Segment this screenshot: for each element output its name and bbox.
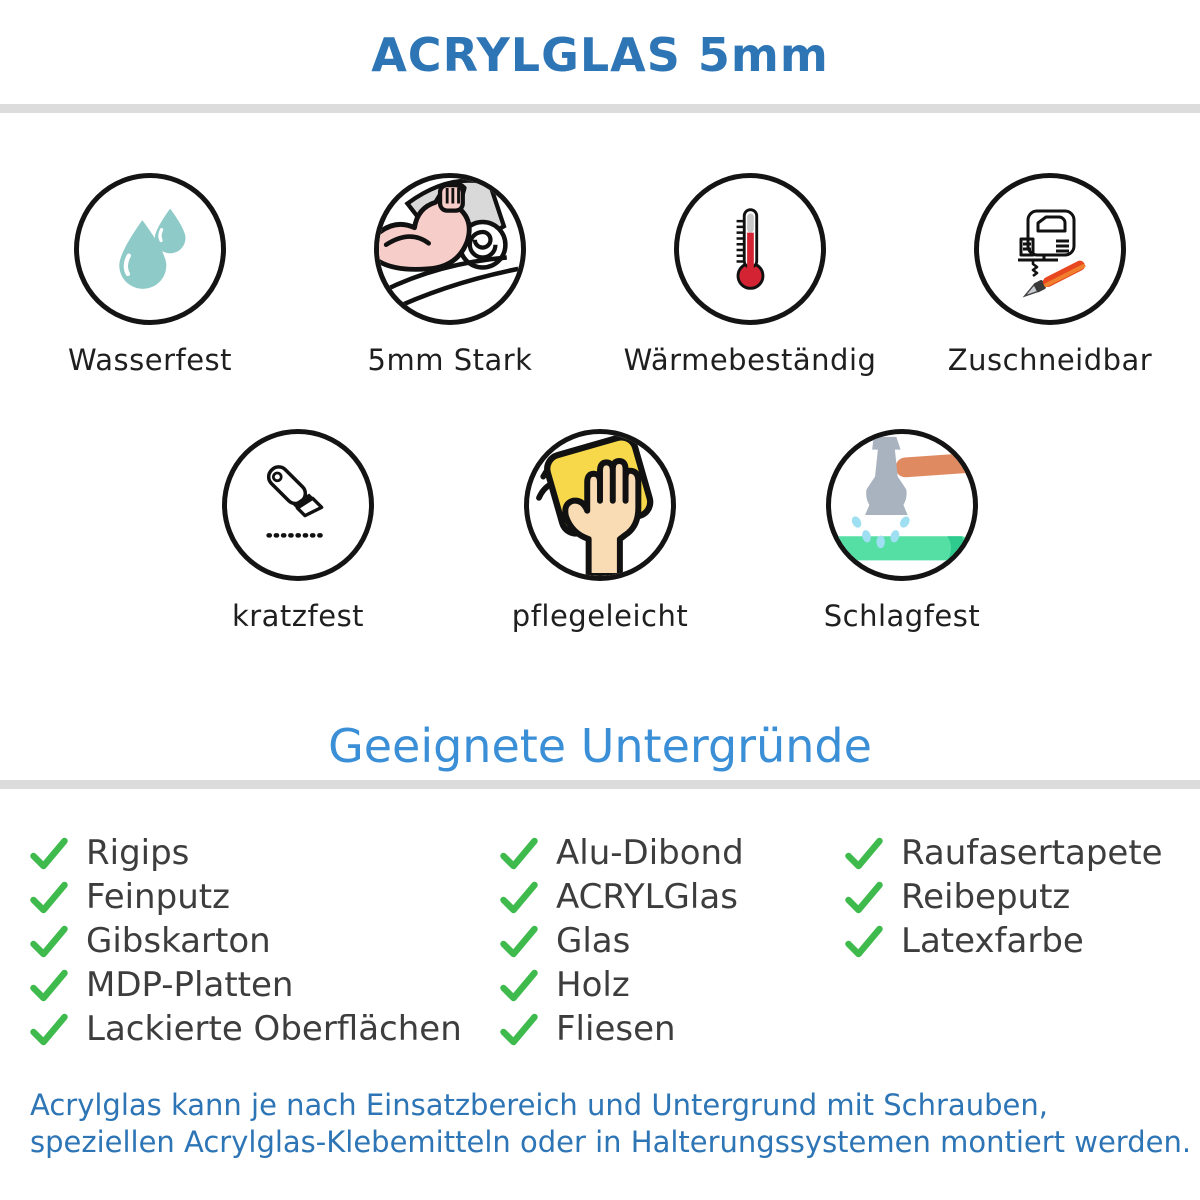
surface-item: Latexfarbe: [845, 919, 1200, 963]
surface-item: ACRYLGlas: [500, 875, 845, 919]
feature-schlagfest: [751, 429, 1053, 633]
surface-item: Gibskarton: [30, 919, 500, 963]
surfaces-column-1: [30, 831, 500, 1051]
surface-item: Rigips: [30, 831, 500, 875]
page-title: ACRYLGLAS 5mm: [371, 28, 829, 82]
surface-item: Feinputz: [30, 875, 500, 919]
cleaning-hand-icon: [524, 429, 676, 581]
surface-item: Raufasertapete: [845, 831, 1200, 875]
checkmark-icon: [845, 923, 884, 959]
surface-item: Reibeputz: [845, 875, 1200, 919]
checkmark-icon: [500, 923, 539, 959]
checkmark-icon: [500, 835, 539, 871]
feature-label: Wasserfest: [67, 343, 233, 377]
feature-5mm-stark: [300, 173, 600, 377]
feature-kratzfest: [147, 429, 449, 633]
checkmark-icon: [30, 879, 69, 915]
checkmark-icon: [30, 835, 69, 871]
mounting-note: [30, 1087, 1200, 1161]
thermometer-icon: [674, 173, 826, 325]
checkmark-icon: [30, 967, 69, 1003]
surface-item: Glas: [500, 919, 845, 963]
muscle-arm-icon: [374, 173, 526, 325]
checkmark-icon: [500, 967, 539, 1003]
feature-row-2: [0, 429, 1200, 633]
surfaces-heading: Geeignete Untergründe: [328, 719, 872, 773]
surfaces-column-2: [500, 831, 845, 1051]
feature-label: kratzfest: [231, 599, 365, 633]
checkmark-icon: [30, 1011, 69, 1047]
jigsaw-knife-icon: [974, 173, 1126, 325]
checkmark-icon: [845, 835, 884, 871]
divider-top: [0, 104, 1200, 113]
feature-row-1: [0, 173, 1200, 377]
surface-item: Alu-Dibond: [500, 831, 845, 875]
feature-zuschneidbar: [900, 173, 1200, 377]
surfaces-list: [0, 831, 1200, 1051]
feature-label: Zuschneidbar: [947, 343, 1153, 377]
checkmark-icon: [500, 879, 539, 915]
feature-label: pflegeleicht: [511, 599, 689, 633]
mounting-note-line-1: Acrylglas kann je nach Einsatzbereich und Untergrund mit Schrauben,: [30, 1088, 1048, 1122]
surface-item: Lackierte Oberflächen: [30, 1007, 500, 1051]
feature-wasserfest: [0, 173, 300, 377]
checkmark-icon: [500, 1011, 539, 1047]
feature-label: 5mm Stark: [367, 343, 533, 377]
feature-waermebestaendig: [600, 173, 900, 377]
feature-label: Wärmebeständig: [623, 343, 877, 377]
checkmark-icon: [30, 923, 69, 959]
divider-surfaces: [0, 780, 1200, 789]
cutter-knife-icon: [222, 429, 374, 581]
water-drops-icon: [74, 173, 226, 325]
mounting-note-line-2: speziellen Acrylglas-Klebemitteln oder in Halterungssystemen montiert werden.: [30, 1125, 1192, 1159]
surface-item: Fliesen: [500, 1007, 845, 1051]
checkmark-icon: [845, 879, 884, 915]
surfaces-column-3: [845, 831, 1200, 1051]
hammer-impact-icon: [826, 429, 978, 581]
feature-label: Schlagfest: [823, 599, 981, 633]
surface-item: Holz: [500, 963, 845, 1007]
feature-pflegeleicht: [449, 429, 751, 633]
surface-item: MDP-Platten: [30, 963, 500, 1007]
